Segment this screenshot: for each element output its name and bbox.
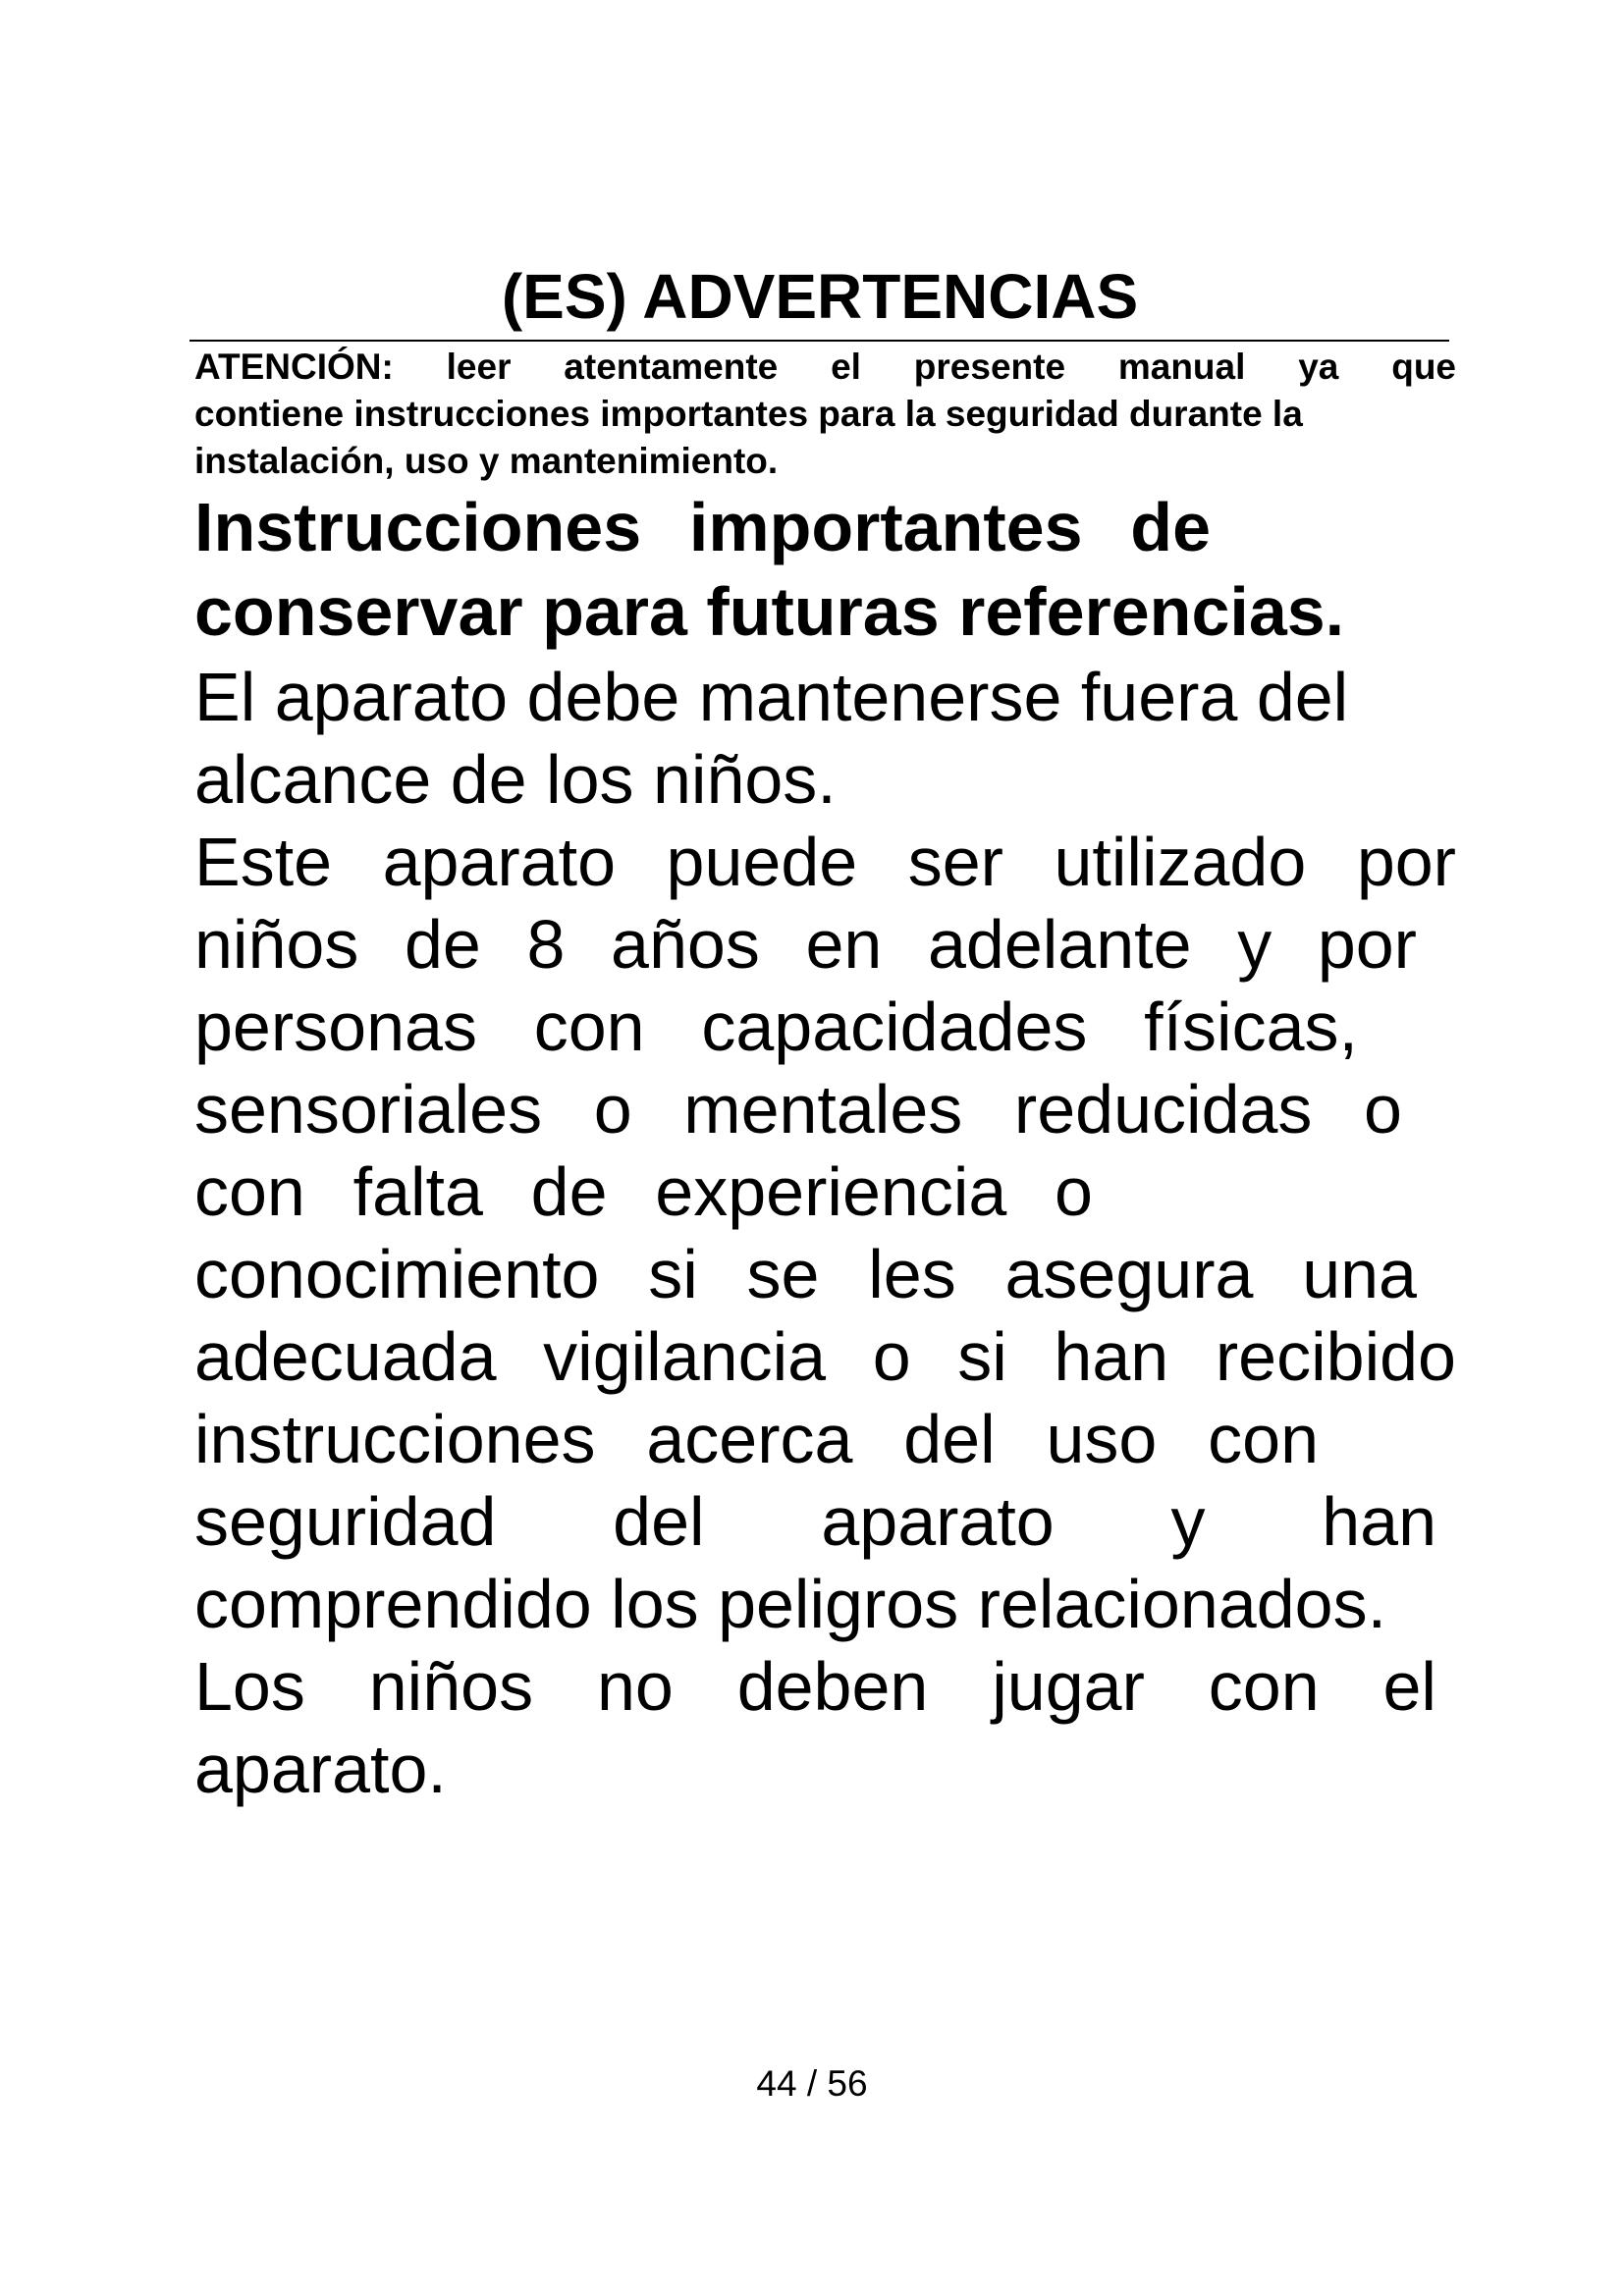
paragraph-line: con falta de experiencia o xyxy=(194,1153,1093,1230)
heading-divider xyxy=(189,340,1449,342)
paragraph-line: niños de 8 años en adelante y por xyxy=(194,906,1417,983)
page-number: 44 / 56 xyxy=(756,2063,868,2104)
attention-line: instalación, uso y mantenimiento. xyxy=(194,441,779,481)
children-reach-paragraph xyxy=(194,656,1412,821)
paragraph-line: aparato. xyxy=(194,1731,447,1807)
paragraph-line: alcance de los niños. xyxy=(194,741,837,818)
paragraph-line: instrucciones acerca del uso con xyxy=(194,1401,1319,1477)
attention-line: ATENCIÓN: leer atentamente el presente manual ya que xyxy=(194,347,1456,387)
paragraph-line: sensoriales o mentales reducidas o xyxy=(194,1071,1402,1148)
usage-restrictions-paragraph xyxy=(194,821,1456,1810)
paragraph-line: El aparato debe mantenerse fuera del xyxy=(194,659,1349,735)
paragraph-line: adecuada vigilancia o si han recibido xyxy=(194,1318,1456,1395)
attention-notice xyxy=(194,344,1456,485)
section-heading: (ES) ADVERTENCIAS xyxy=(501,261,1139,332)
important-instructions-heading xyxy=(194,485,1402,654)
paragraph-line: conocimiento si se les asegura una xyxy=(194,1236,1417,1312)
subheading-line: conservar para futuras referencias. xyxy=(194,573,1345,650)
subheading-line: Instrucciones importantes de xyxy=(194,489,1211,565)
paragraph-line: Este aparato puede ser utilizado por xyxy=(194,824,1456,900)
attention-line: contiene instrucciones importantes para la seguridad durante la xyxy=(194,394,1303,434)
paragraph-line: comprendido los peligros relacionados. xyxy=(194,1566,1387,1642)
paragraph-line: personas con capacidades físicas, xyxy=(194,988,1358,1065)
paragraph-line: Los niños no deben jugar con el xyxy=(194,1648,1436,1725)
paragraph-line: seguridad del aparato y han xyxy=(194,1483,1436,1560)
